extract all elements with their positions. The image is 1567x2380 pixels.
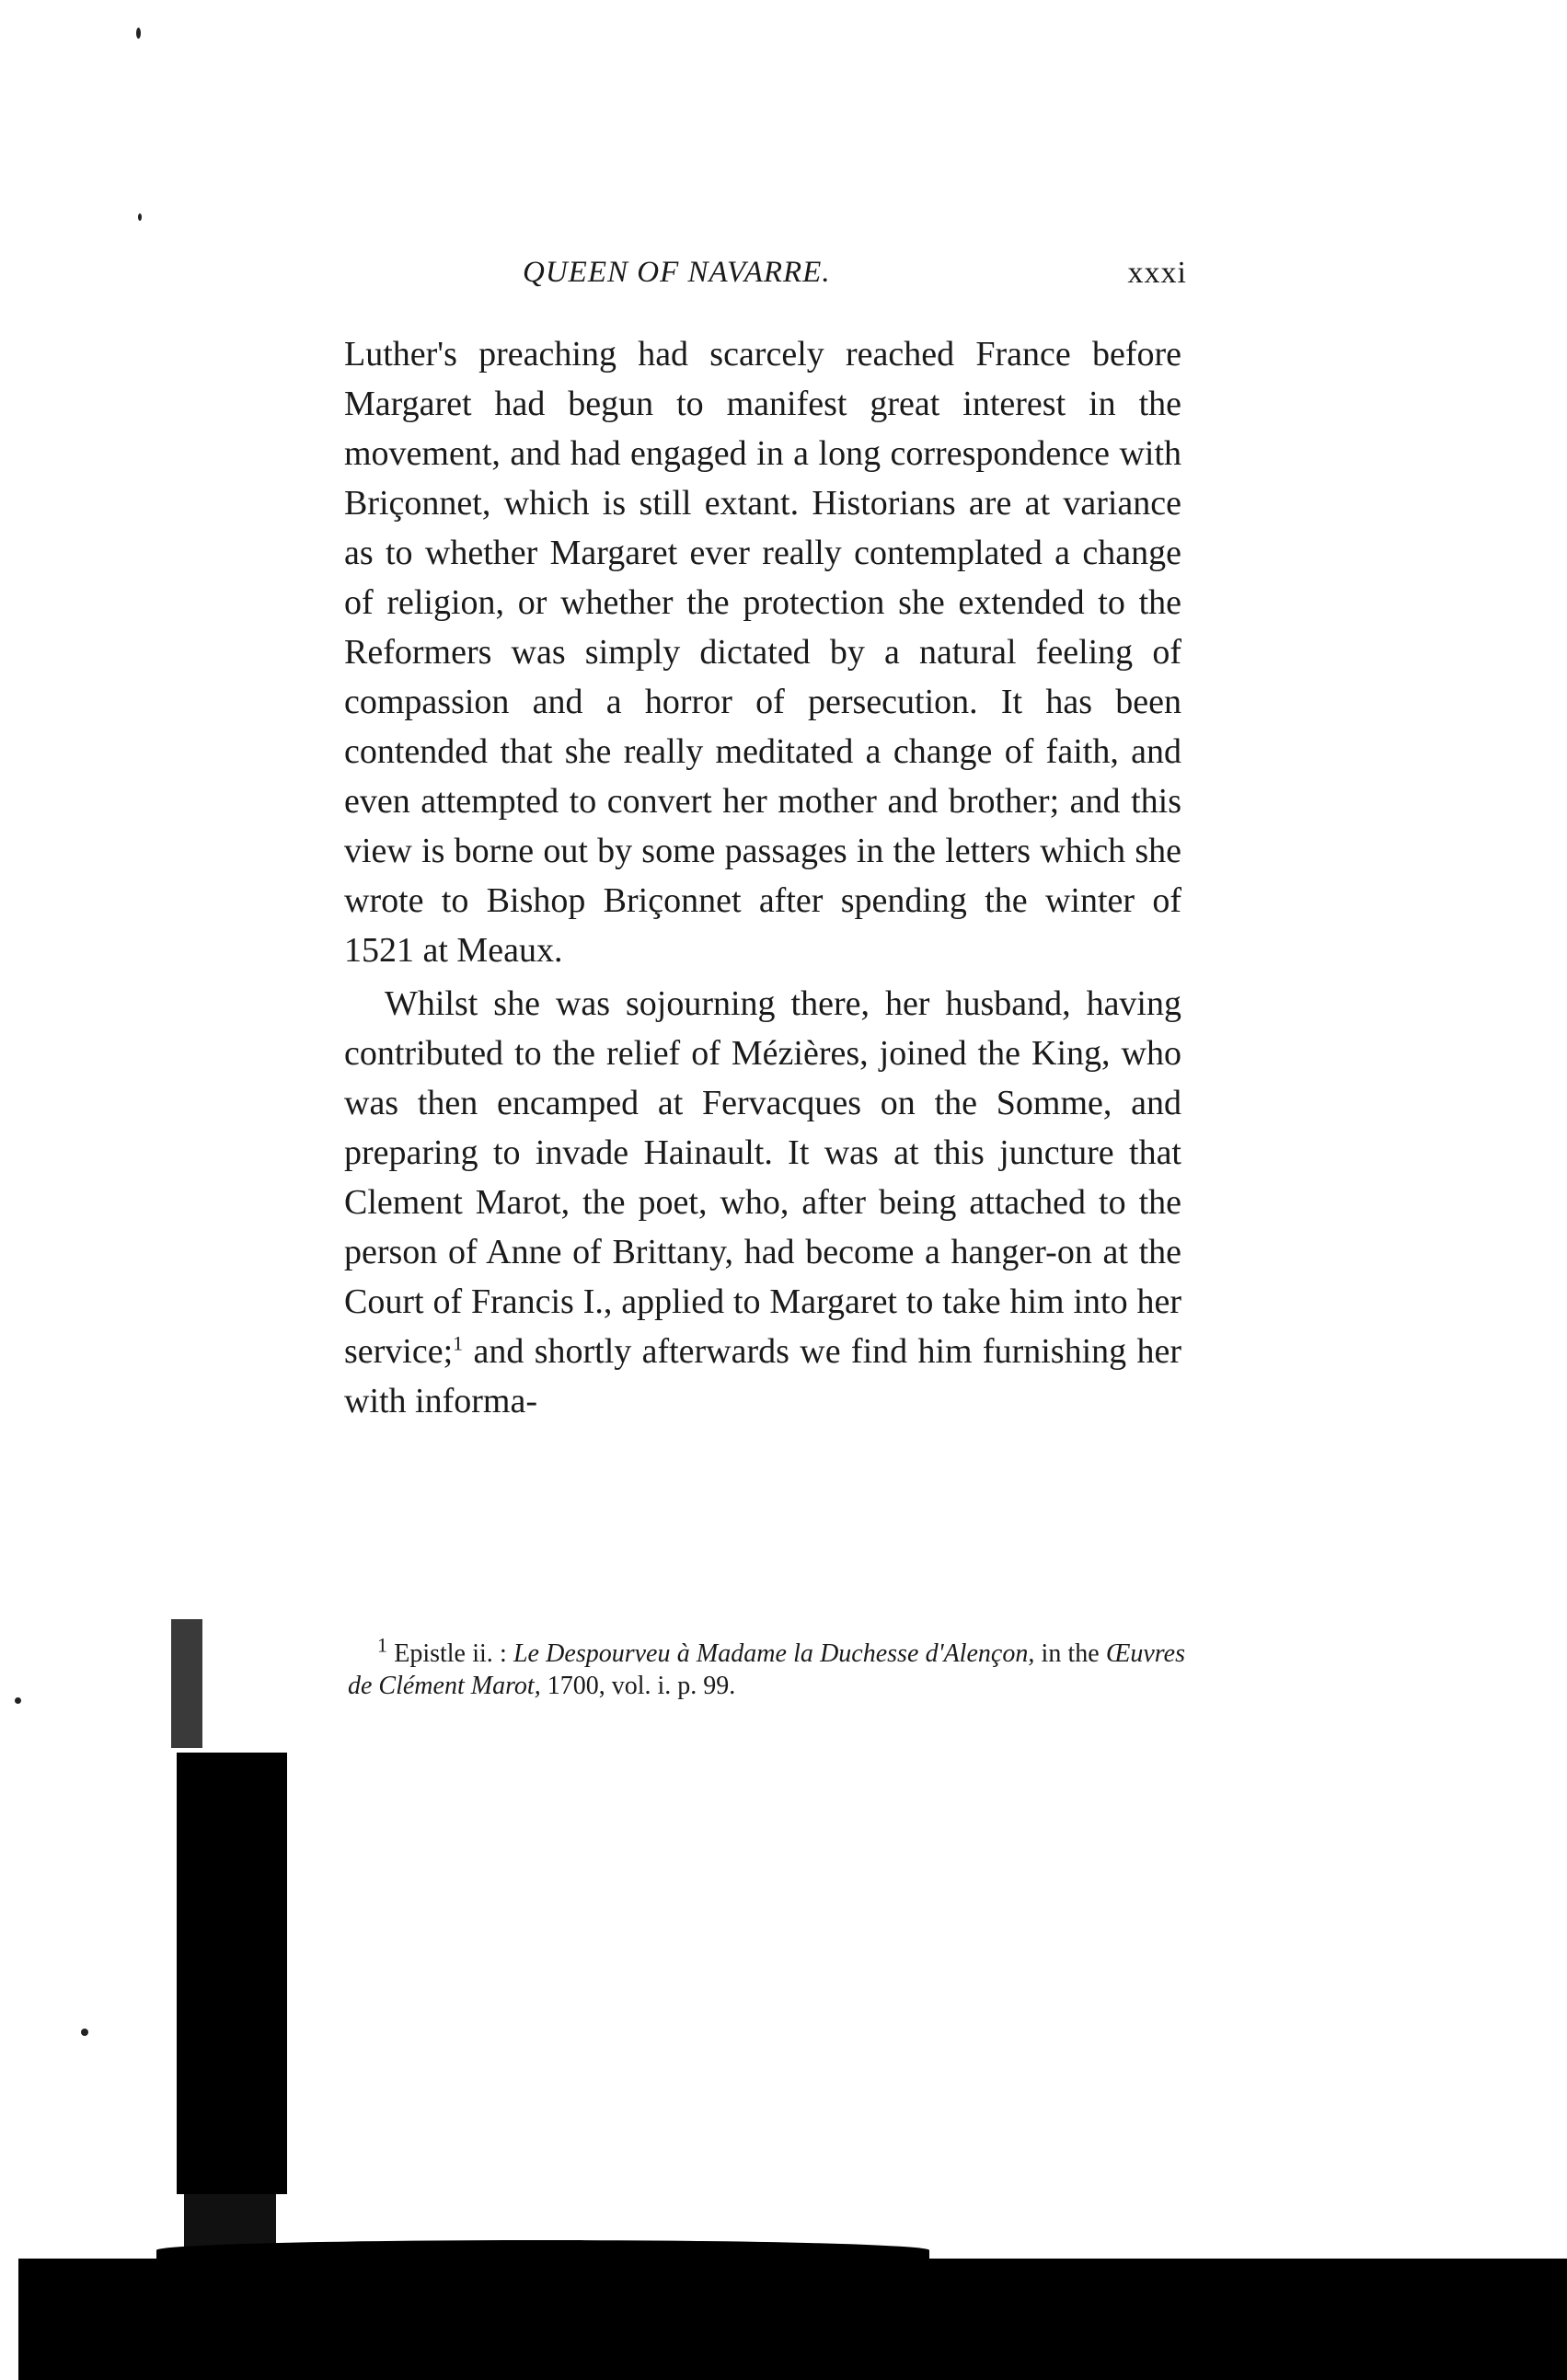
paragraph-2 bbox=[344, 979, 1181, 1426]
footnote-marker: 1 bbox=[377, 1633, 387, 1657]
main-text bbox=[344, 329, 1181, 1426]
margin-speck-3 bbox=[136, 28, 141, 39]
binding-shadow bbox=[177, 1753, 287, 2194]
footnote-middle: in the bbox=[1034, 1639, 1106, 1668]
margin-speck-2 bbox=[81, 2029, 88, 2036]
bottom-edge-curve bbox=[156, 2240, 929, 2260]
footnote-work: Œuvres de Clément Marot, bbox=[348, 1639, 1185, 1700]
footnote-text bbox=[348, 1633, 1185, 1702]
bottom-scan-edge bbox=[18, 2259, 1567, 2380]
footnote-title: Le Despourveu à Madame la Duchesse d'Alençon, bbox=[513, 1639, 1035, 1668]
footnote-prefix: Epistle ii. : bbox=[394, 1639, 513, 1668]
footnote-reference[interactable]: 1 bbox=[453, 1331, 464, 1355]
margin-speck-1 bbox=[15, 1697, 21, 1704]
paragraph-1: Luther's preaching had scarcely reached France before Margaret had begun to manifest great interest in the movement, and had engaged in a long correspondence with Briçonnet, which is still extant. Historians are at variance as to whether Margaret ever really contemplated a change of religion, or whether the protection she extended to the Reformers was simply dictated by a natural feeling of compassion and a horror of persecution. It has been contended that she really meditated a change of faith, and even attempted to convert her mother and brother; and this view is borne out by some passages in the letters which she wrote to Bishop Briçonnet after spending the winter of 1521 at Meaux. bbox=[344, 335, 1181, 970]
page-title: QUEEN OF NAVARRE. bbox=[523, 256, 831, 289]
binding-shadow-upper bbox=[171, 1619, 202, 1748]
paragraph-2-text: Whilst she was sojourning there, her husband, having contributed to the relief of Mézières, joined the King, who was then encamped at Fervacques on the Somme, and preparing to invade Hainault. It was at this juncture that Clement Marot, the poet, who, after being attached to the person of Anne of Brittany, had become a hanger-on at the Court of Francis I., applied to Margaret to take him into her service; bbox=[344, 984, 1181, 1371]
footnote bbox=[348, 1633, 1185, 1702]
margin-speck-4 bbox=[138, 213, 142, 221]
page-number: xxxi bbox=[1127, 256, 1187, 290]
footnote-suffix: 1700, vol. i. p. 99. bbox=[540, 1672, 736, 1700]
paragraph-2-continuation: and shortly afterwards we find him furnishing her with informa- bbox=[344, 1332, 1181, 1420]
